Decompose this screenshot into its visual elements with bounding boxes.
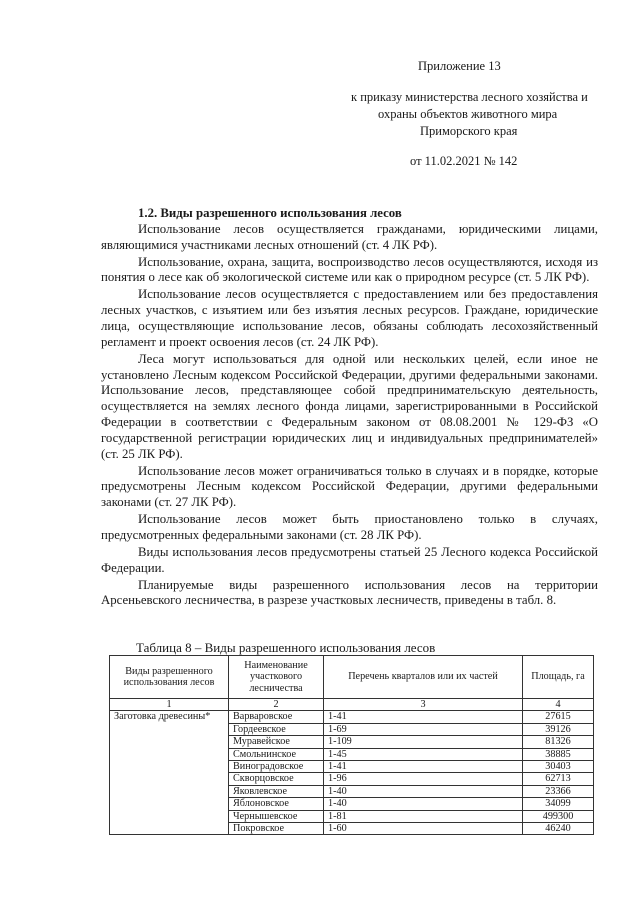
column-number: 1 <box>110 699 229 711</box>
forestry-cell: Виноградовское <box>229 761 324 773</box>
forestry-cell: Муравейское <box>229 736 324 748</box>
quarters-cell: 1-109 <box>324 736 523 748</box>
paragraph: Использование лесов осуществляется гражданами, юридическими лицами, являющимися участниками лесных отношений (ст. 4 ЛК РФ). <box>101 221 598 252</box>
header-forestry: Наименование участкового лесничества <box>229 656 324 699</box>
area-cell: 39126 <box>523 723 594 735</box>
section-body <box>101 206 598 610</box>
header-use-type: Виды разрешенного использования лесов <box>110 656 229 699</box>
forestry-cell: Скворцовское <box>229 773 324 785</box>
quarters-cell: 1-40 <box>324 785 523 797</box>
area-cell: 27615 <box>523 711 594 723</box>
area-cell: 38885 <box>523 748 594 760</box>
quarters-cell: 1-45 <box>324 748 523 760</box>
forestry-cell: Покровское <box>229 823 324 835</box>
quarters-cell: 1-41 <box>324 711 523 723</box>
header-area: Площадь, га <box>523 656 594 699</box>
table-header-row <box>110 656 594 699</box>
quarters-cell: 1-69 <box>324 723 523 735</box>
forestry-cell: Яблоновское <box>229 798 324 810</box>
forest-use-table <box>109 655 594 835</box>
header-quarters: Перечень кварталов или их частей <box>324 656 523 699</box>
column-number: 2 <box>229 699 324 711</box>
area-cell: 62713 <box>523 773 594 785</box>
use-type-cell: Заготовка древесины* <box>110 711 229 835</box>
forestry-cell: Варваровское <box>229 711 324 723</box>
column-number: 4 <box>523 699 594 711</box>
order-reference-line-3: Приморского края <box>420 124 518 138</box>
appendix-number: Приложение 13 <box>418 59 501 73</box>
quarters-cell: 1-96 <box>324 773 523 785</box>
quarters-cell: 1-41 <box>324 761 523 773</box>
paragraph: Использование лесов может ограничиваться только в случаях и в порядке, которые предусмотрены Лесным кодексом Российской Федерации, другими федеральными законами (ст. 27 ЛК РФ). <box>101 463 598 510</box>
column-number-row <box>110 699 594 711</box>
order-reference-line-1: к приказу министерства лесного хозяйства и <box>351 90 588 104</box>
section-title: 1.2. Виды разрешенного использования лесов <box>138 206 402 220</box>
paragraph: Виды использования лесов предусмотрены статьей 25 Лесного кодекса Российской Федерации. <box>101 544 598 575</box>
quarters-cell: 1-60 <box>324 823 523 835</box>
forestry-cell: Гордеевское <box>229 723 324 735</box>
area-cell: 499300 <box>523 810 594 822</box>
paragraph: Использование, охрана, защита, воспроизводство лесов осуществляются, исходя из понятия о лесе как об экологической системе или как о природном ресурсе (ст. 5 ЛК РФ). <box>101 254 598 285</box>
table-body <box>110 711 594 835</box>
paragraph: Использование лесов осуществляется с предоставлением или без предоставления лесных участков, с изъятием или без изъятия лесных ресурсов. Граждане, юридические лица, осуществляющие использование лесов, обязаны соблюдать лесохозяйственный регламент и проект освоения лесов (ст. 24 ЛК РФ). <box>101 287 598 349</box>
table-caption: Таблица 8 – Виды разрешенного использования лесов <box>136 640 436 655</box>
forestry-cell: Яковлевское <box>229 785 324 797</box>
paragraph: Использование лесов может быть приостановлено только в случаях, предусмотренных федеральными законами (ст. 28 ЛК РФ). <box>101 512 598 542</box>
forestry-cell: Чернышевское <box>229 810 324 822</box>
table-row <box>110 711 594 723</box>
area-cell: 81326 <box>523 736 594 748</box>
area-cell: 34099 <box>523 798 594 810</box>
paragraph: Планируемые виды разрешенного использования лесов на территории Арсеньевского лесничества, в разрезе участковых лесничеств, приведены в табл. 8. <box>101 577 598 608</box>
order-date-number: от 11.02.2021 № 142 <box>410 154 518 168</box>
area-cell: 46240 <box>523 823 594 835</box>
quarters-cell: 1-40 <box>324 798 523 810</box>
quarters-cell: 1-81 <box>324 810 523 822</box>
forestry-cell: Смольнинское <box>229 748 324 760</box>
paragraph: Леса могут использоваться для одной или нескольких целей, если иное не установлено Лесным кодексом Российской Федерации, другими федеральными законами. Использование лесов, представляющее собой предпринимательскую деятельность, осуществляется на землях лесного фонда лицами, зарегистрированными в Российской Федерации в соответствии с Федеральным законом от 08.08.2001 № 129-ФЗ «О государственной регистрации юридических лиц и индивидуальных предпринимателей» (ст. 25 ЛК РФ). <box>101 351 598 461</box>
order-reference-line-2: охраны объектов животного мира <box>378 107 558 121</box>
column-number: 3 <box>324 699 523 711</box>
area-cell: 23366 <box>523 785 594 797</box>
area-cell: 30403 <box>523 761 594 773</box>
